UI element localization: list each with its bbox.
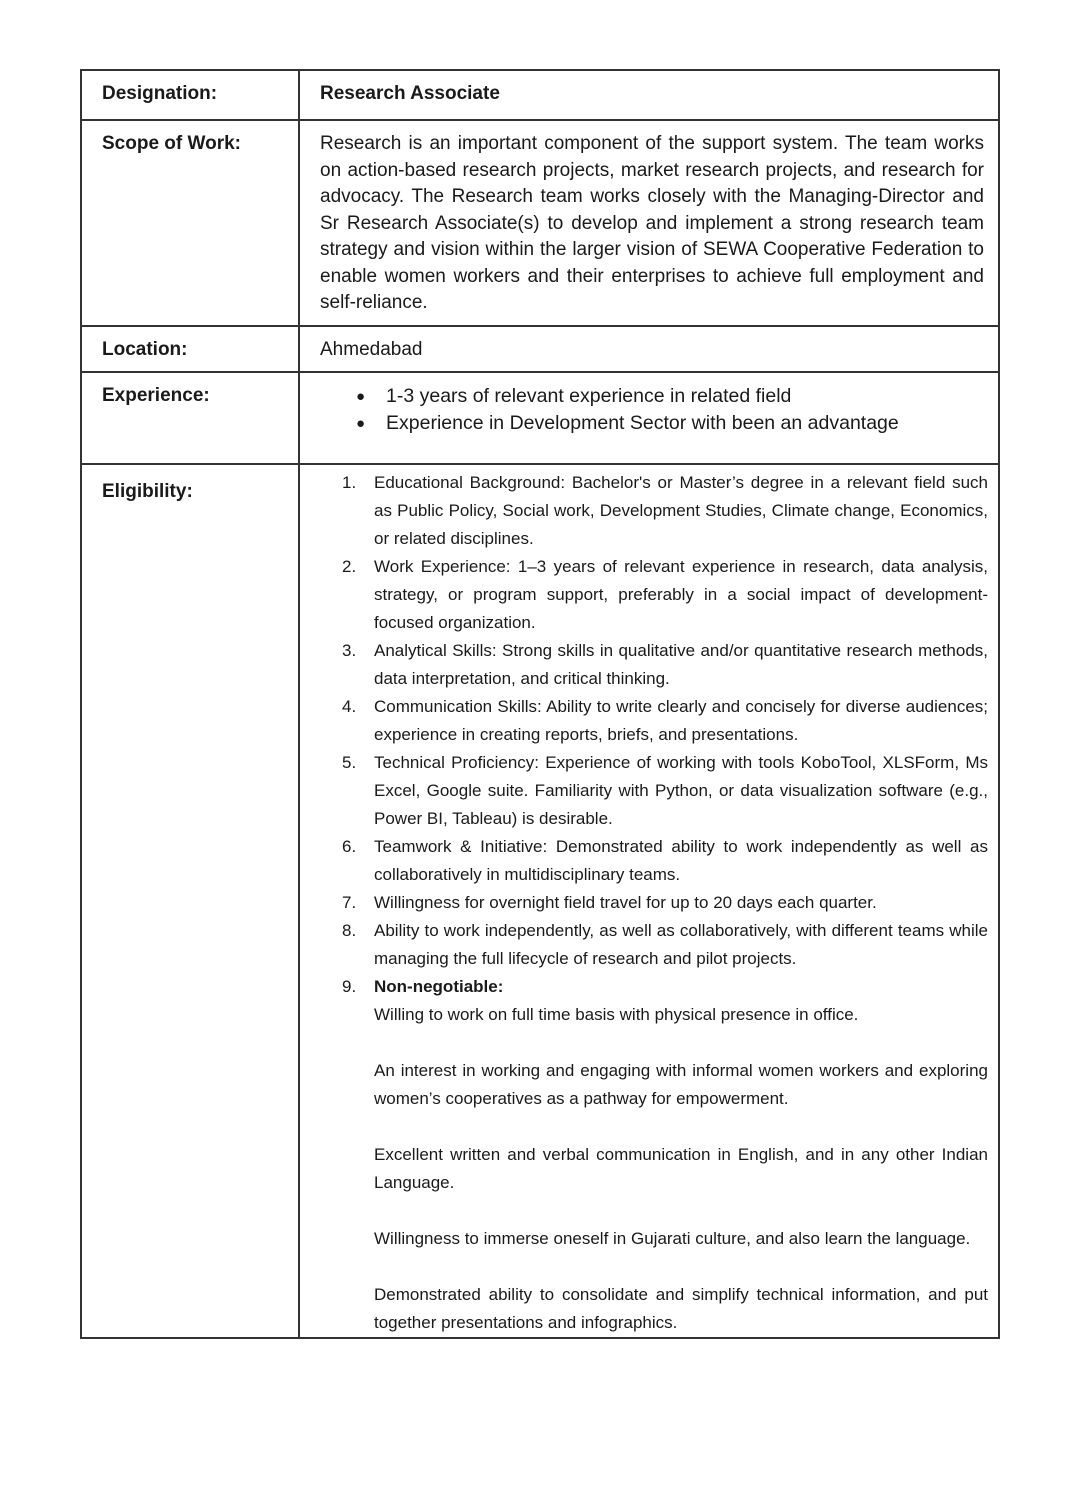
location-value: Ahmedabad (299, 326, 999, 373)
eligibility-value (299, 464, 999, 1338)
non-negotiable-paragraph: Willing to work on full time basis with physical presence in office. (374, 1005, 859, 1024)
scope-label: Scope of Work: (81, 120, 299, 326)
non-negotiable-heading: Non-negotiable: (374, 977, 504, 996)
experience-value (299, 372, 999, 464)
item-number: 7. (342, 893, 357, 912)
experience-list (320, 383, 984, 437)
eligibility-item (320, 749, 988, 833)
item-text: Teamwork & Initiative: Demonstrated ability to work independently as well as collaboratively in multidisciplinary teams. (374, 837, 988, 884)
eligibility-label: Eligibility: (81, 464, 299, 1338)
item-number: 8. (342, 921, 357, 940)
eligibility-item (320, 469, 988, 553)
eligibility-list (320, 469, 988, 1337)
non-negotiable-paragraph: Willingness to immerse oneself in Gujarati culture, and also learn the language. (374, 1229, 971, 1248)
non-negotiable-paragraph: Demonstrated ability to consolidate and simplify technical information, and put together presentations and infographics. (374, 1285, 988, 1332)
item-number: 9. (342, 977, 357, 996)
eligibility-item (320, 889, 988, 917)
eligibility-item (320, 693, 988, 749)
item-number: 1. (342, 473, 357, 492)
eligibility-item (320, 553, 988, 637)
item-number: 4. (342, 697, 357, 716)
designation-label: Designation: (81, 70, 299, 120)
location-label: Location: (81, 326, 299, 373)
non-negotiable-paragraph: An interest in working and engaging with informal women workers and exploring women’s cooperatives as a pathway for empowerment. (374, 1061, 988, 1108)
non-negotiable-paragraph: Excellent written and verbal communication in English, and in any other Indian Language. (374, 1145, 988, 1192)
eligibility-row (81, 464, 999, 1338)
eligibility-item (320, 637, 988, 693)
item-number: 6. (342, 837, 357, 856)
eligibility-item (320, 917, 988, 973)
item-text: Work Experience: 1–3 years of relevant experience in research, data analysis, strategy, or program support, preferably in a social impact of development-focused organization. (374, 557, 988, 632)
scope-value: Research is an important component of the support system. The team works on action-based research projects, market research projects, and research for advocacy. The Research team works closely with the Managing-Director and Sr Research Associate(s) to develop and implement a strong research team strategy and vision within the larger vision of SEWA Cooperative Federation to enable women workers and their enterprises to achieve full employment and self-reliance. (299, 120, 999, 326)
item-number: 2. (342, 557, 357, 576)
designation-value: Research Associate (299, 70, 999, 120)
item-text: Educational Background: Bachelor's or Master’s degree in a relevant field such as Public Policy, Social work, Development Studies, Climate change, Economics, or related disciplines. (374, 473, 988, 548)
item-text: Communication Skills: Ability to write clearly and concisely for diverse audiences; experience in creating reports, briefs, and presentations. (374, 697, 988, 744)
experience-row (81, 372, 999, 464)
location-row (81, 326, 999, 373)
experience-item: ● Experience in Development Sector with been an advantage (364, 410, 984, 437)
job-description-table (80, 69, 1000, 1339)
item-text: Technical Proficiency: Experience of working with tools KoboTool, XLSForm, Ms Excel, Google suite. Familiarity with Python, or data visualization software (e.g., Power BI, Tableau) is desirable. (374, 753, 988, 828)
scope-row (81, 120, 999, 326)
designation-row (81, 70, 999, 120)
item-text: Willingness for overnight field travel for up to 20 days each quarter. (374, 893, 877, 912)
item-text: Ability to work independently, as well as collaboratively, with different teams while managing the full lifecycle of research and pilot projects. (374, 921, 988, 968)
item-number: 5. (342, 753, 357, 772)
eligibility-item-non-negotiable (320, 973, 988, 1337)
eligibility-item (320, 833, 988, 889)
item-number: 3. (342, 641, 357, 660)
item-text: Analytical Skills: Strong skills in qualitative and/or quantitative research methods, data interpretation, and critical thinking. (374, 641, 988, 688)
experience-label: Experience: (81, 372, 299, 464)
experience-item: ● 1-3 years of relevant experience in related field (364, 383, 984, 410)
